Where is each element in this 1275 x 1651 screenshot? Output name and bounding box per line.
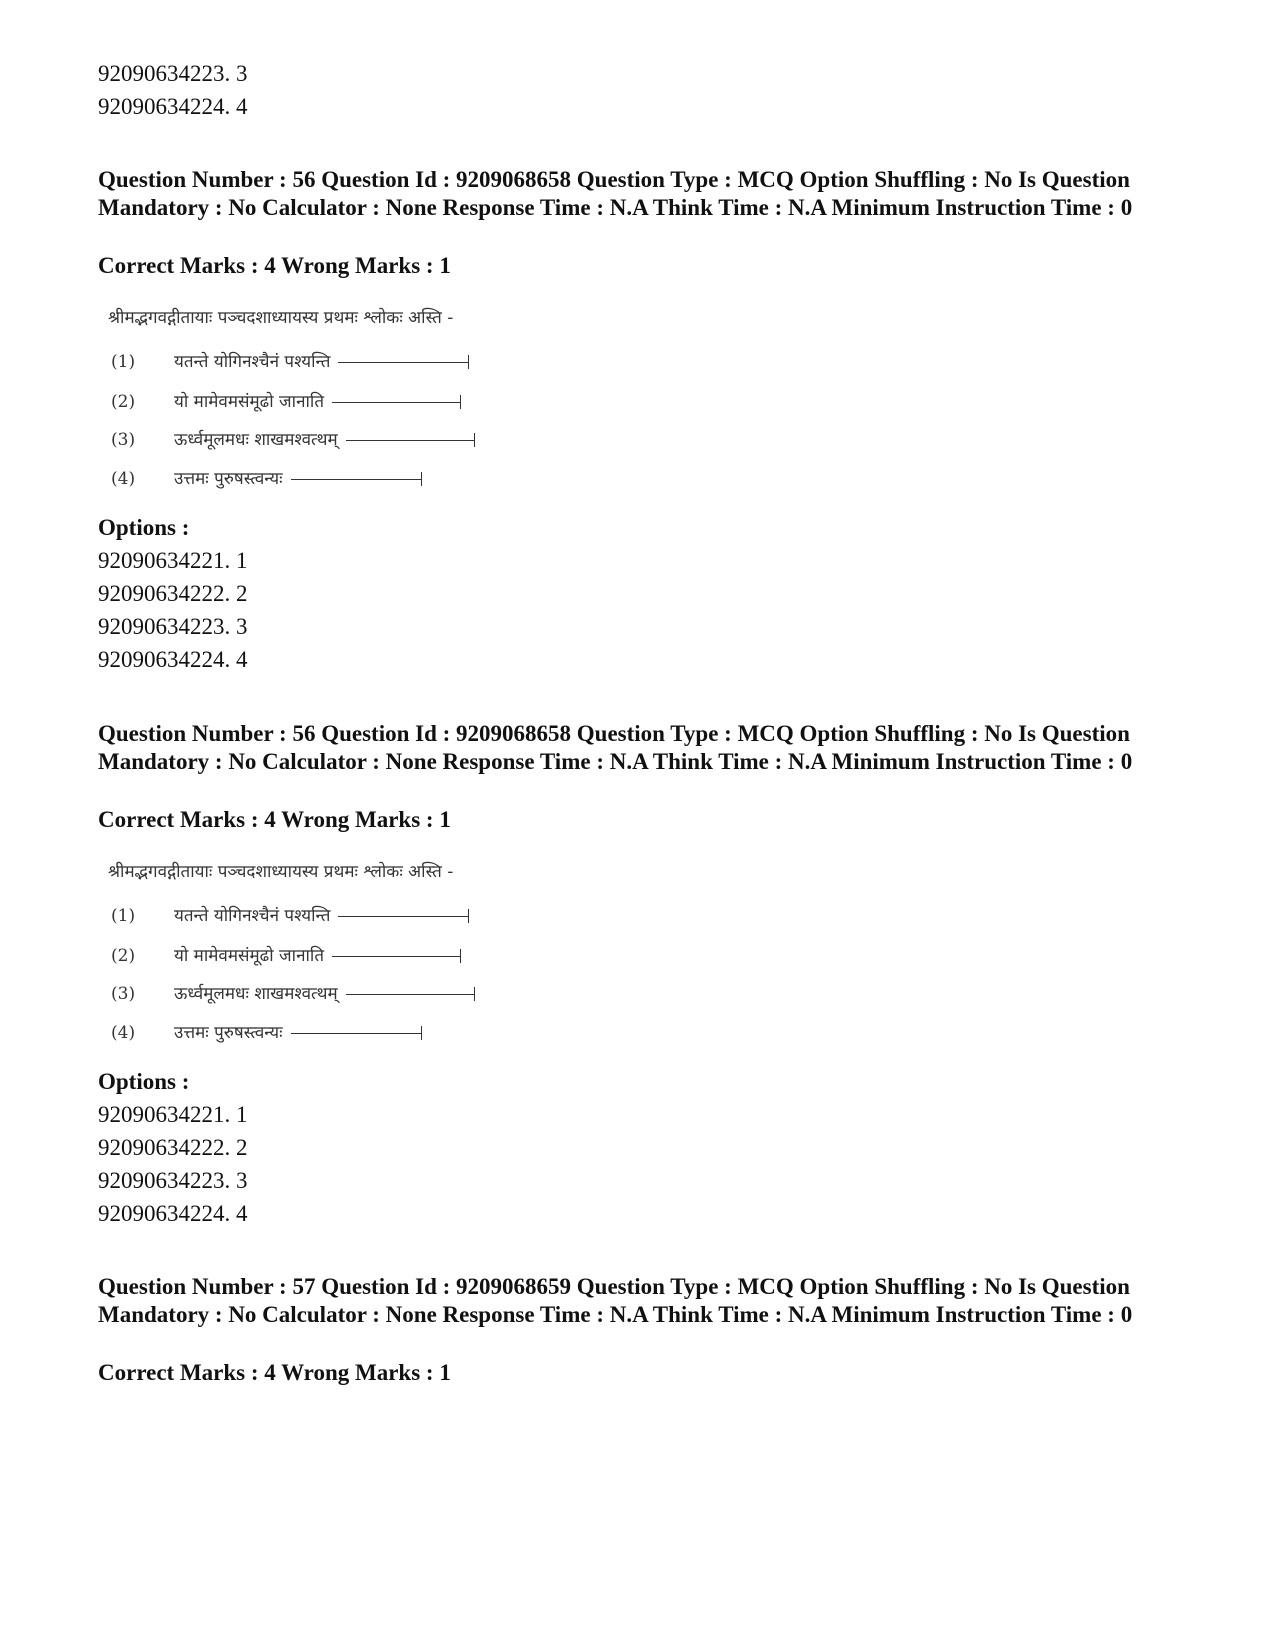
answer-blank xyxy=(332,402,460,403)
option-line: 92090634221. 1 xyxy=(98,1102,248,1127)
item-number: (4) xyxy=(111,469,136,489)
danda-mark xyxy=(474,433,475,447)
danda-mark xyxy=(468,909,469,923)
item-text: ऊर्ध्वमूलमधः शाखमश्वत्थम् xyxy=(174,984,338,1004)
option-line: 92090634222. 2 xyxy=(98,1135,248,1160)
option-line: 92090634223. 3 xyxy=(98,1168,248,1193)
item-number: (2) xyxy=(111,392,136,412)
options-label: Options : xyxy=(98,515,190,540)
answer-blank xyxy=(338,362,468,363)
item-text: उत्तमः पुरुषस्त्वन्यः xyxy=(174,469,283,489)
question-stem: श्रीमद्भगवद्गीतायाः पञ्चदशाध्यायस्य प्रथमः श्लोकः अस्ति - xyxy=(108,862,454,882)
marks-line: Correct Marks : 4 Wrong Marks : 1 xyxy=(98,253,451,278)
answer-blank xyxy=(346,440,474,441)
item-number: (1) xyxy=(111,906,136,926)
answer-blank xyxy=(291,1033,421,1034)
option-line: 92090634223. 3 xyxy=(98,61,248,86)
item-text: ऊर्ध्वमूलमधः शाखमश्वत्थम् xyxy=(174,430,338,450)
danda-mark xyxy=(460,395,461,409)
item-number: (3) xyxy=(111,430,136,450)
question-header: Question Number : 57 Question Id : 9209068659 Question Type : MCQ Option Shuffling : No Is Question Mandatory : No Calculator : None Response Time : N.A Think Time : N.A Minimum Instruction Time : 0 xyxy=(98,1274,1133,1327)
question-header: Question Number : 56 Question Id : 9209068658 Question Type : MCQ Option Shuffling : No Is Question Mandatory : No Calculator : None Response Time : N.A Think Time : N.A Minimum Instruction Time : 0 xyxy=(98,167,1133,220)
options-label: Options : xyxy=(98,1069,190,1094)
item-text: यतन्ते योगिनश्चैनं पश्यन्ति xyxy=(174,352,331,372)
danda-mark xyxy=(468,355,469,369)
item-number: (3) xyxy=(111,984,136,1004)
answer-blank xyxy=(332,956,460,957)
danda-mark xyxy=(474,987,475,1001)
item-number: (2) xyxy=(111,946,136,966)
danda-mark xyxy=(421,472,422,486)
item-text: उत्तमः पुरुषस्त्वन्यः xyxy=(174,1023,283,1043)
question-header: Question Number : 56 Question Id : 9209068658 Question Type : MCQ Option Shuffling : No Is Question Mandatory : No Calculator : None Response Time : N.A Think Time : N.A Minimum Instruction Time : 0 xyxy=(98,721,1133,774)
answer-blank xyxy=(338,916,468,917)
marks-line: Correct Marks : 4 Wrong Marks : 1 xyxy=(98,1360,451,1385)
option-line: 92090634222. 2 xyxy=(98,581,248,606)
option-line: 92090634221. 1 xyxy=(98,548,248,573)
item-text: यतन्ते योगिनश्चैनं पश्यन्ति xyxy=(174,906,331,926)
option-line: 92090634224. 4 xyxy=(98,1201,248,1226)
item-number: (4) xyxy=(111,1023,136,1043)
danda-mark xyxy=(460,949,461,963)
option-line: 92090634224. 4 xyxy=(98,647,248,672)
item-text: यो मामेवमसंमूढो जानाति xyxy=(174,392,325,412)
question-stem: श्रीमद्भगवद्गीतायाः पञ्चदशाध्यायस्य प्रथमः श्लोकः अस्ति - xyxy=(108,308,454,328)
answer-blank xyxy=(346,994,474,995)
item-text: यो मामेवमसंमूढो जानाति xyxy=(174,946,325,966)
question-image xyxy=(108,306,548,496)
marks-line: Correct Marks : 4 Wrong Marks : 1 xyxy=(98,807,451,832)
item-number: (1) xyxy=(111,352,136,372)
option-line: 92090634224. 4 xyxy=(98,94,248,119)
option-line: 92090634223. 3 xyxy=(98,614,248,639)
answer-blank xyxy=(291,479,421,480)
question-image xyxy=(108,860,548,1050)
danda-mark xyxy=(421,1026,422,1040)
